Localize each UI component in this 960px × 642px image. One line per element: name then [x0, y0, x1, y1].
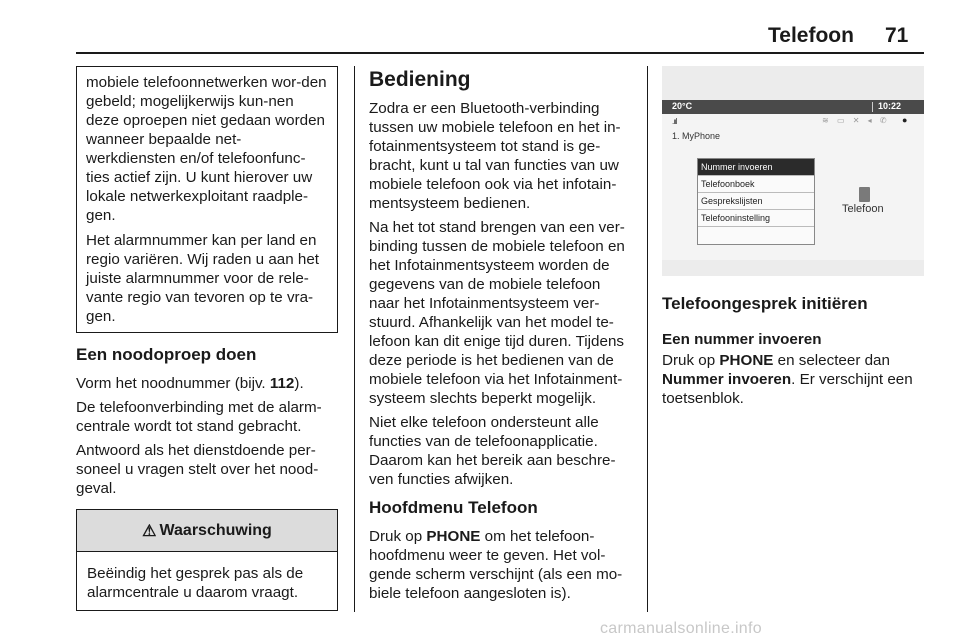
- phone-key: PHONE: [719, 352, 774, 369]
- signal-strength-icon: .ııl: [672, 117, 677, 126]
- warning-header: [77, 510, 337, 552]
- text: Vorm het noodnummer (bijv.: [76, 375, 270, 392]
- menu-empty-row: [698, 227, 814, 244]
- infotainment-screen: [662, 100, 924, 260]
- header-title: Telefoon: [768, 24, 854, 47]
- status-bar: [662, 100, 924, 114]
- status-divider: [872, 102, 873, 112]
- bluetooth-icon: ●: [902, 115, 908, 125]
- column-divider: [647, 66, 648, 612]
- paragraph: [662, 351, 924, 408]
- warning-triangle-icon: ⚠: [142, 522, 157, 540]
- warning-body: [77, 552, 337, 610]
- phone-app-label: Telefoon: [842, 203, 884, 215]
- page-header: [0, 0, 960, 60]
- note-paragraph: mobiele telefoonnetwerken wor-den gebeld; mogelijkerwijs kun-nen deze oproepen niet gedaan worden wanneer bepaalde net-werkdiensten en/of telefoonfunc-ties actief zijn. U kunt hierover uw lokale netwerkexploitant raadple-gen.: [86, 74, 327, 224]
- volume-icon: ◂: [867, 116, 875, 125]
- text: om het telefoon-hoofdmenu weer te geven. Het vol-gende scherm verschijnt (als een mo-biele telefoon aangesloten is).: [369, 528, 623, 602]
- phone-menu: [697, 158, 815, 245]
- continued-note-box: [76, 66, 338, 333]
- paragraph: [369, 527, 634, 603]
- subsection-heading: Een nummer invoeren: [662, 331, 822, 348]
- paragraph: [76, 374, 338, 393]
- phone-icon: ✆: [879, 116, 890, 125]
- text: en selecteer dan: [773, 352, 890, 369]
- menu-item-telefooninstelling[interactable]: Telefooninstelling: [698, 210, 814, 227]
- paragraph: Niet elke telefoon ondersteunt alle functies van de telefoonapplicatie. Daarom kan het bereik aan beschre-ven functies afwijken.: [369, 414, 616, 488]
- text: Druk op: [662, 352, 720, 369]
- menu-item-gesprekslijsten[interactable]: Gesprekslijsten: [698, 193, 814, 210]
- paragraph: Na het tot stand brengen van een ver-binding tussen de mobiele telefoon en het Infotainmentsysteem worden de gegevens van de mobiele telefoon naar het Infotainmentsysteem ver-stuurd. Afhankelijk van het model te-lefoon kan dit enige tijd duren. Tijdens deze periode is het bedienen van de mobiele telefoon via het Infotainment-systeem slechts beperkt mogelijk.: [369, 219, 625, 407]
- emergency-number: 112: [269, 375, 295, 392]
- header-rule: [76, 52, 924, 54]
- watermark: carmanualsonline.info: [600, 620, 762, 637]
- connected-device: 1. MyPhone: [672, 131, 721, 141]
- warning-title: Waarschuwing: [159, 521, 272, 539]
- paragraph: Zodra er een Bluetooth-verbinding tussen uw mobiele telefoon en het in-fotainmentsysteem tot stand is ge-bracht, kunt u tal van functies van uw mobiele telefoon ook via het infotain-mentsysteem bedienen.: [369, 100, 621, 212]
- menu-item-nummer-invoeren[interactable]: Nummer invoeren: [698, 159, 814, 176]
- text: Druk op: [369, 528, 427, 545]
- note-paragraph: Het alarmnummer kan per land en regio variëren. Wij raden u aan het juiste alarmnummer voor de rele-vante regio van tevoren op te vra-gen.: [86, 232, 320, 325]
- section-heading: Bediening: [369, 68, 471, 91]
- clock: 10:22: [878, 101, 902, 111]
- column-middle: [369, 60, 634, 608]
- column-divider: [354, 66, 355, 612]
- warning-text: Beëindig het gesprek pas als de alarmcentrale u daarom vraagt.: [87, 565, 304, 601]
- mute-icon: ✕: [852, 116, 863, 125]
- column-left: [76, 60, 338, 611]
- battery-icon: ▭: [836, 116, 848, 125]
- paragraph: De telefoonverbinding met de alarm-centrale wordt tot stand gebracht.: [76, 399, 322, 435]
- menu-item-telefoonboek[interactable]: Telefoonboek: [698, 176, 814, 193]
- text: . Er verschijnt een toetsenblok.: [662, 371, 913, 407]
- menu-option: Nummer invoeren: [662, 371, 792, 388]
- warning-box: [76, 509, 338, 611]
- column-right: [662, 288, 924, 413]
- section-heading: Telefoongesprek initiëren: [662, 294, 868, 313]
- wifi-icon: ≋: [822, 116, 832, 125]
- section-heading: Een noodoproep doen: [76, 345, 257, 364]
- infotainment-screenshot: [662, 66, 924, 276]
- paragraph: Antwoord als het dienstdoende per-soneel u vragen stelt over het nood-geval.: [76, 442, 319, 497]
- subsection-heading: Hoofdmenu Telefoon: [369, 498, 538, 517]
- phone-app-icon[interactable]: [859, 187, 870, 202]
- status-icons: [822, 116, 890, 125]
- phone-key: PHONE: [426, 528, 481, 545]
- text: ).: [294, 375, 304, 392]
- temperature: 20°C: [672, 101, 693, 111]
- page-number: 71: [885, 24, 909, 47]
